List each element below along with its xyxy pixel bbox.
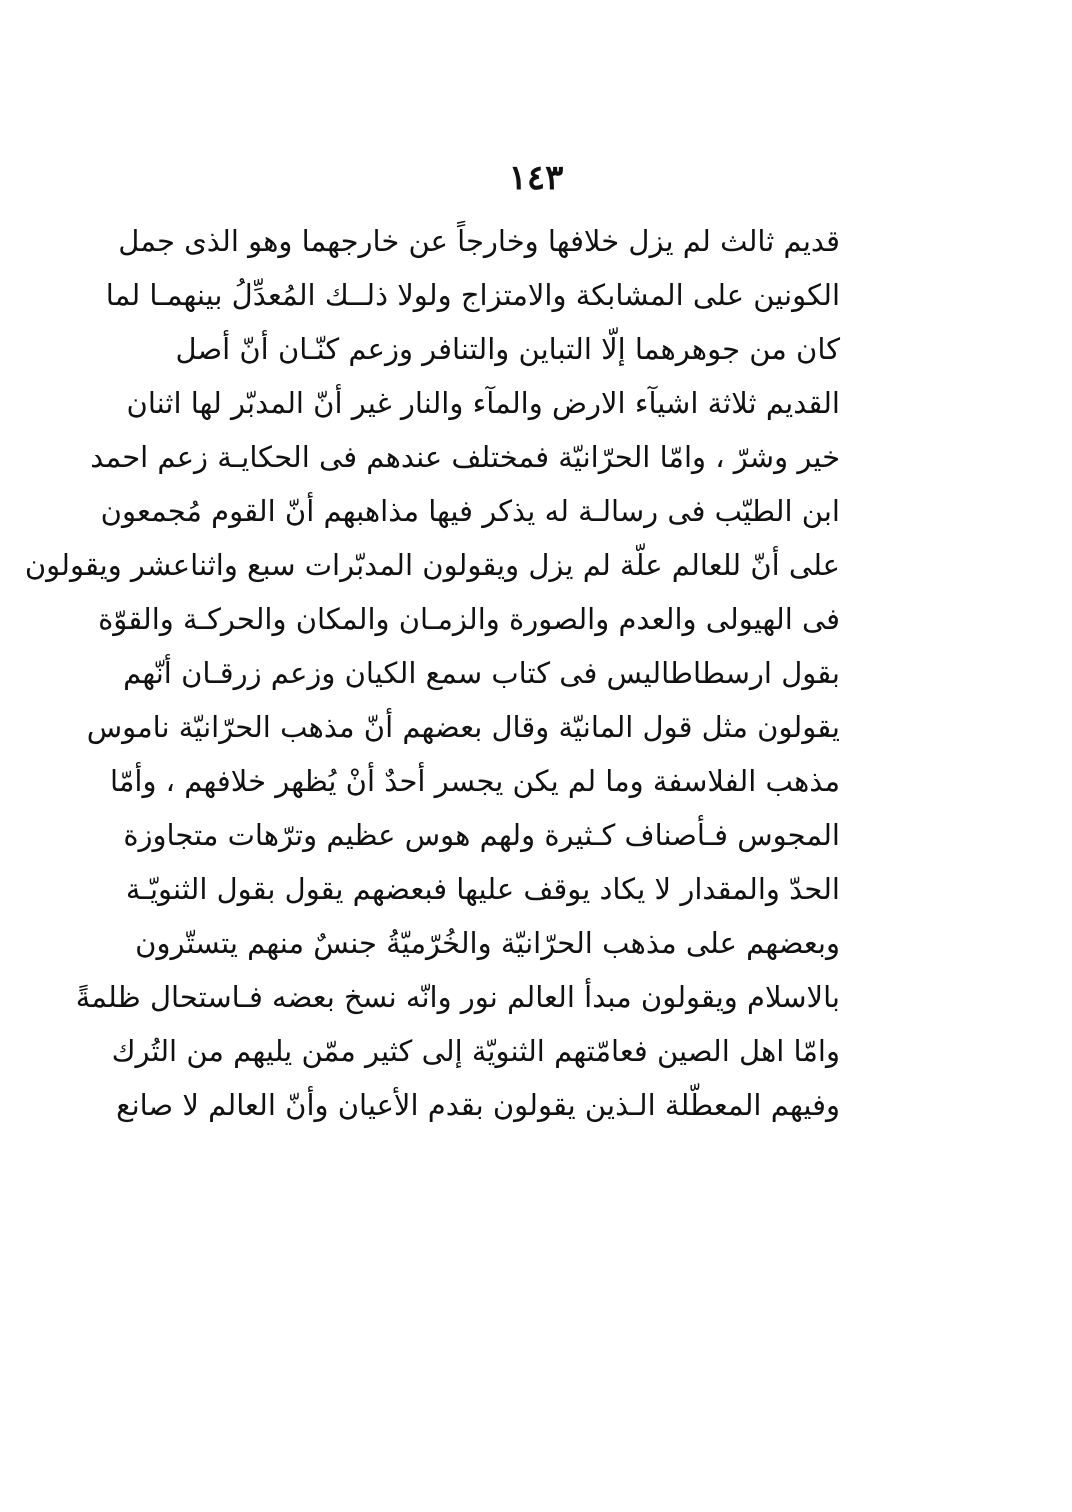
text-line: فى الهيولى والعدم والصورة والزمـان والمكان والحركـة والقوّة <box>98 602 840 636</box>
text-line: كان من جوهرهما إلّا التباين والتنافر وزعم كنّـان أنّ أصل <box>175 332 840 366</box>
text-line: الحدّ والمقدار لا يكاد يوقف عليها فبعضهم يقول بقول الثنويّـة <box>125 872 840 906</box>
text-line: قديم ثالث لم يزل خلافها وخارجاً عن خارجهما وهو الذى جمل <box>118 224 840 258</box>
text-line: بالاسلام ويقولون مبدأ العالم نور وانّه نسخ بعضه فـاستحال ظلمةً <box>75 980 840 1014</box>
page-number: ١٤٣ <box>508 158 564 198</box>
text-line: الكونين على المشابكة والامتزاج ولولا ذلــك المُعدِّلُ بينهمـا لما <box>105 278 840 312</box>
text-line: ابن الطيّب فى رسالـة له يذكر فيها مذاهبهم أنّ القوم مُجمعون <box>100 494 840 528</box>
text-line: وفيهم المعطّلة الـذين يقولون بقدم الأعيان وأنّ العالم لا صانع <box>116 1088 840 1122</box>
text-line: مذهب الفلاسفة وما لم يكن يجسر أحدٌ أنْ يُظهر خلافهم ، وأمّا <box>110 764 840 798</box>
text-line: القديم ثلاثة اشيآء الارض والمآء والنار غير أنّ المدبّر لها اثنان <box>126 386 840 420</box>
body-text <box>24 214 840 1132</box>
text-line: خير وشرّ ، وامّا الحرّانيّة فمختلف عندهم فى الحكايـة زعم احمد <box>90 440 840 474</box>
text-line: وامّا اهل الصين فعامّتهم الثنويّة إلى كثير ممّن يليهم من التُرك <box>111 1034 840 1068</box>
text-line: يقولون مثل قول المانيّة وقال بعضهم أنّ مذهب الحرّانيّة ناموس <box>86 710 840 744</box>
text-line: بقول ارسطاطاليس فى كتاب سمع الكيان وزعم زرقـان أنّهم <box>123 656 840 690</box>
text-line: المجوس فـأصناف كـثيرة ولهم هوس عظيم وترّهات متجاوزة <box>123 818 840 852</box>
text-line: وبعضهم على مذهب الحرّانيّة والخُرّميّةُ جنسٌ منهم يتستّرون <box>135 926 840 960</box>
text-line: على أنّ للعالم علّة لم يزل ويقولون المدبّرات سبع واثناعشر ويقولون <box>24 548 840 582</box>
